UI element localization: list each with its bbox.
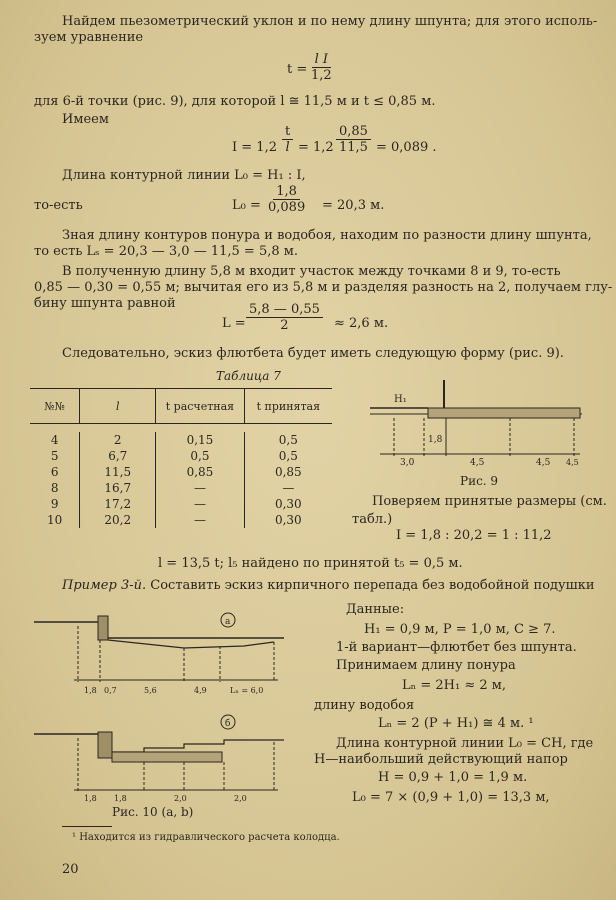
table-7 (30, 388, 332, 528)
paragraph-line: Данные: (346, 602, 405, 617)
paragraph-line: H—наибольший действующий напор (314, 752, 568, 767)
equation-part: I = 1,2 (232, 140, 277, 155)
fig9-label: 4,5 (566, 458, 579, 467)
equation: Lₙ = 2 (P + H₁) ≅ 4 м. ¹ (378, 716, 534, 731)
table-cell: 6,7 (80, 448, 156, 464)
fraction-numerator: 5,8 — 0,55 (246, 302, 323, 318)
equation-lhs: t = (287, 62, 308, 77)
figure-10a-diagram (34, 600, 294, 696)
paragraph-line: Поверяем принятые размеры (см. (372, 494, 607, 509)
fig9-label: 3,0 (400, 458, 415, 468)
paragraph-line: Длина контурной линии L₀ = CH, где (336, 736, 594, 751)
table-cell: 4 (50, 433, 59, 447)
fraction-numerator: t (282, 124, 293, 140)
table-row (30, 432, 332, 448)
fraction-denominator: 0,089 (268, 200, 306, 215)
table-cell: 2 (80, 432, 156, 448)
fig10a-label: Lₙ = 6,0 (230, 686, 264, 695)
table-cell: 0,30 (244, 496, 332, 512)
table-cell: — (244, 480, 332, 496)
table-cell: 5 (50, 449, 59, 463)
equation-part: L₀ = (232, 198, 261, 213)
table-cell: 20,2 (80, 512, 156, 528)
equation: H₁ = 0,9 м, P = 1,0 м, C ≥ 7. (364, 622, 556, 637)
table-cell: 0,5 (244, 448, 332, 464)
figure-9-caption: Рис. 9 (460, 474, 499, 488)
table-cell: 8 (50, 481, 59, 495)
paragraph-line: для 6-й точки (рис. 9), для которой l ≅ 11,5 м и t ≤ 0,85 м. (34, 94, 436, 109)
table-cell: 16,7 (80, 480, 156, 496)
fraction-denominator: l (285, 140, 290, 155)
fig10a-label: 0,7 (104, 686, 117, 695)
equation-fraction (268, 184, 305, 215)
equation: L₀ = 7 × (0,9 + 1,0) = 13,3 м, (352, 790, 550, 805)
paragraph-line: Принимаем длину понура (336, 658, 516, 673)
table-title: Таблица 7 (216, 369, 281, 383)
equation-part: = 20,3 м. (322, 198, 385, 213)
fraction-denominator: 11,5 (339, 140, 368, 155)
fig10b-label: 1,8 (114, 794, 127, 803)
paragraph-line: то есть Lₛ = 20,3 — 3,0 — 11,5 = 5,8 м. (34, 244, 298, 259)
paragraph-line: Зная длину контуров понура и водобоя, находим по разности длину шпунта, (62, 228, 592, 243)
fig9-label: 1,8 (428, 435, 443, 445)
table-cell: 11,5 (80, 464, 156, 480)
table-cell: 0,15 (156, 432, 244, 448)
table-spacer (30, 424, 332, 433)
figure-10-caption: Рис. 10 (a, b) (112, 805, 194, 819)
fig10a-label: 1,8 (84, 686, 97, 695)
table-row (30, 512, 332, 528)
table-cell: 10 (46, 513, 63, 527)
fraction-numerator: l I (312, 52, 331, 68)
paragraph-line: l = 13,5 t; l₅ найдено по принятой t₅ = 0,5 м. (158, 556, 463, 571)
table-row (30, 464, 332, 480)
fig10b-label: 2,0 (234, 794, 247, 803)
paragraph-line: табл.) (352, 512, 393, 527)
paragraph-line: 0,85 — 0,30 = 0,55 м; вычитая его из 5,8 м и разделяя разность на 2, получаем глу- (34, 280, 613, 295)
table-row (30, 496, 332, 512)
table-cell: — (156, 512, 244, 528)
equation-part: = 1,2 (298, 140, 334, 155)
paragraph-line: Найдем пьезометрический уклон и по нему длину шпунта; для этого исполь- (62, 14, 598, 29)
fraction-numerator: 1,8 (273, 184, 300, 200)
table-cell: 0,5 (156, 448, 244, 464)
fig10a-label: 5,6 (144, 686, 157, 695)
equation-part: = 0,089 . (376, 140, 437, 155)
table-header-cell: l (80, 389, 156, 424)
fig10a-label: 4,9 (194, 686, 207, 695)
paragraph-line: Имеем (62, 112, 109, 127)
example-heading: Пример 3-й. (62, 578, 147, 593)
fig10b-label: 2,0 (174, 794, 187, 803)
equation: Lₙ = 2H₁ ≈ 2 м, (402, 678, 507, 693)
fraction-denominator: 2 (280, 318, 289, 333)
table-cell: 0,5 (244, 432, 332, 448)
equation: I = 1,8 : 20,2 = 1 : 11,2 (396, 528, 552, 543)
paragraph-line: длину водобоя (314, 698, 415, 713)
paragraph-line (62, 578, 595, 594)
table-header-cell: t расчетная (156, 389, 244, 424)
equation: H = 0,9 + 1,0 = 1,9 м. (378, 770, 528, 785)
equation-fraction (311, 52, 332, 83)
table-cell: 0,85 (156, 464, 244, 480)
table-row (30, 448, 332, 464)
footnote: ¹ Находится из гидравлического расчета колодца. (72, 832, 340, 843)
table-cell: — (156, 496, 244, 512)
table-cell: 17,2 (80, 496, 156, 512)
equation-fraction (246, 302, 323, 333)
paragraph-line: В полученную длину 5,8 м входит участок между точками 8 и 9, то-есть (62, 264, 561, 279)
paragraph-line: Следовательно, эскиз флютбета будет иметь следующую форму (рис. 9). (62, 346, 564, 361)
table-row (30, 480, 332, 496)
fig9-label: 4,5 (536, 458, 551, 468)
equation-part: L = (222, 316, 246, 331)
equation-fraction (282, 124, 293, 155)
figure-9-diagram (370, 376, 590, 468)
figure-10-label-b: б (225, 719, 231, 729)
paragraph-line: то-есть (34, 198, 83, 213)
table-cell: 0,30 (244, 512, 332, 528)
fraction-numerator: 0,85 (336, 124, 371, 140)
figure-10b-diagram (34, 712, 294, 804)
paragraph-line: 1-й вариант—флютбет без шпунта. (336, 640, 577, 655)
table-cell: 9 (50, 497, 59, 511)
footnote-rule (62, 826, 112, 827)
table-cell: — (156, 480, 244, 496)
example-text: Составить эскиз кирпичного перепада без водобойной подушки (146, 578, 595, 593)
table-header-cell: №№ (30, 389, 80, 424)
table-header-row (30, 389, 332, 424)
equation-fraction (336, 124, 371, 155)
paragraph-line: зуем уравнение (34, 30, 144, 45)
paragraph-line: бину шпунта равной (34, 296, 176, 311)
table-cell: 0,85 (244, 464, 332, 480)
fraction-denominator: 1,2 (311, 68, 332, 83)
page-number: 20 (62, 862, 79, 877)
fig9-label: H₁ (394, 394, 407, 405)
table-cell: 6 (50, 465, 59, 479)
equation-part: ≈ 2,6 м. (334, 316, 389, 331)
paragraph-line: Длина контурной линии L₀ = H₁ : I, (62, 168, 306, 183)
figure-10-label-a: a (225, 617, 231, 627)
fig9-label: 4,5 (470, 458, 485, 468)
table-header-cell: t принятая (244, 389, 332, 424)
fig10b-label: 1,8 (84, 794, 97, 803)
